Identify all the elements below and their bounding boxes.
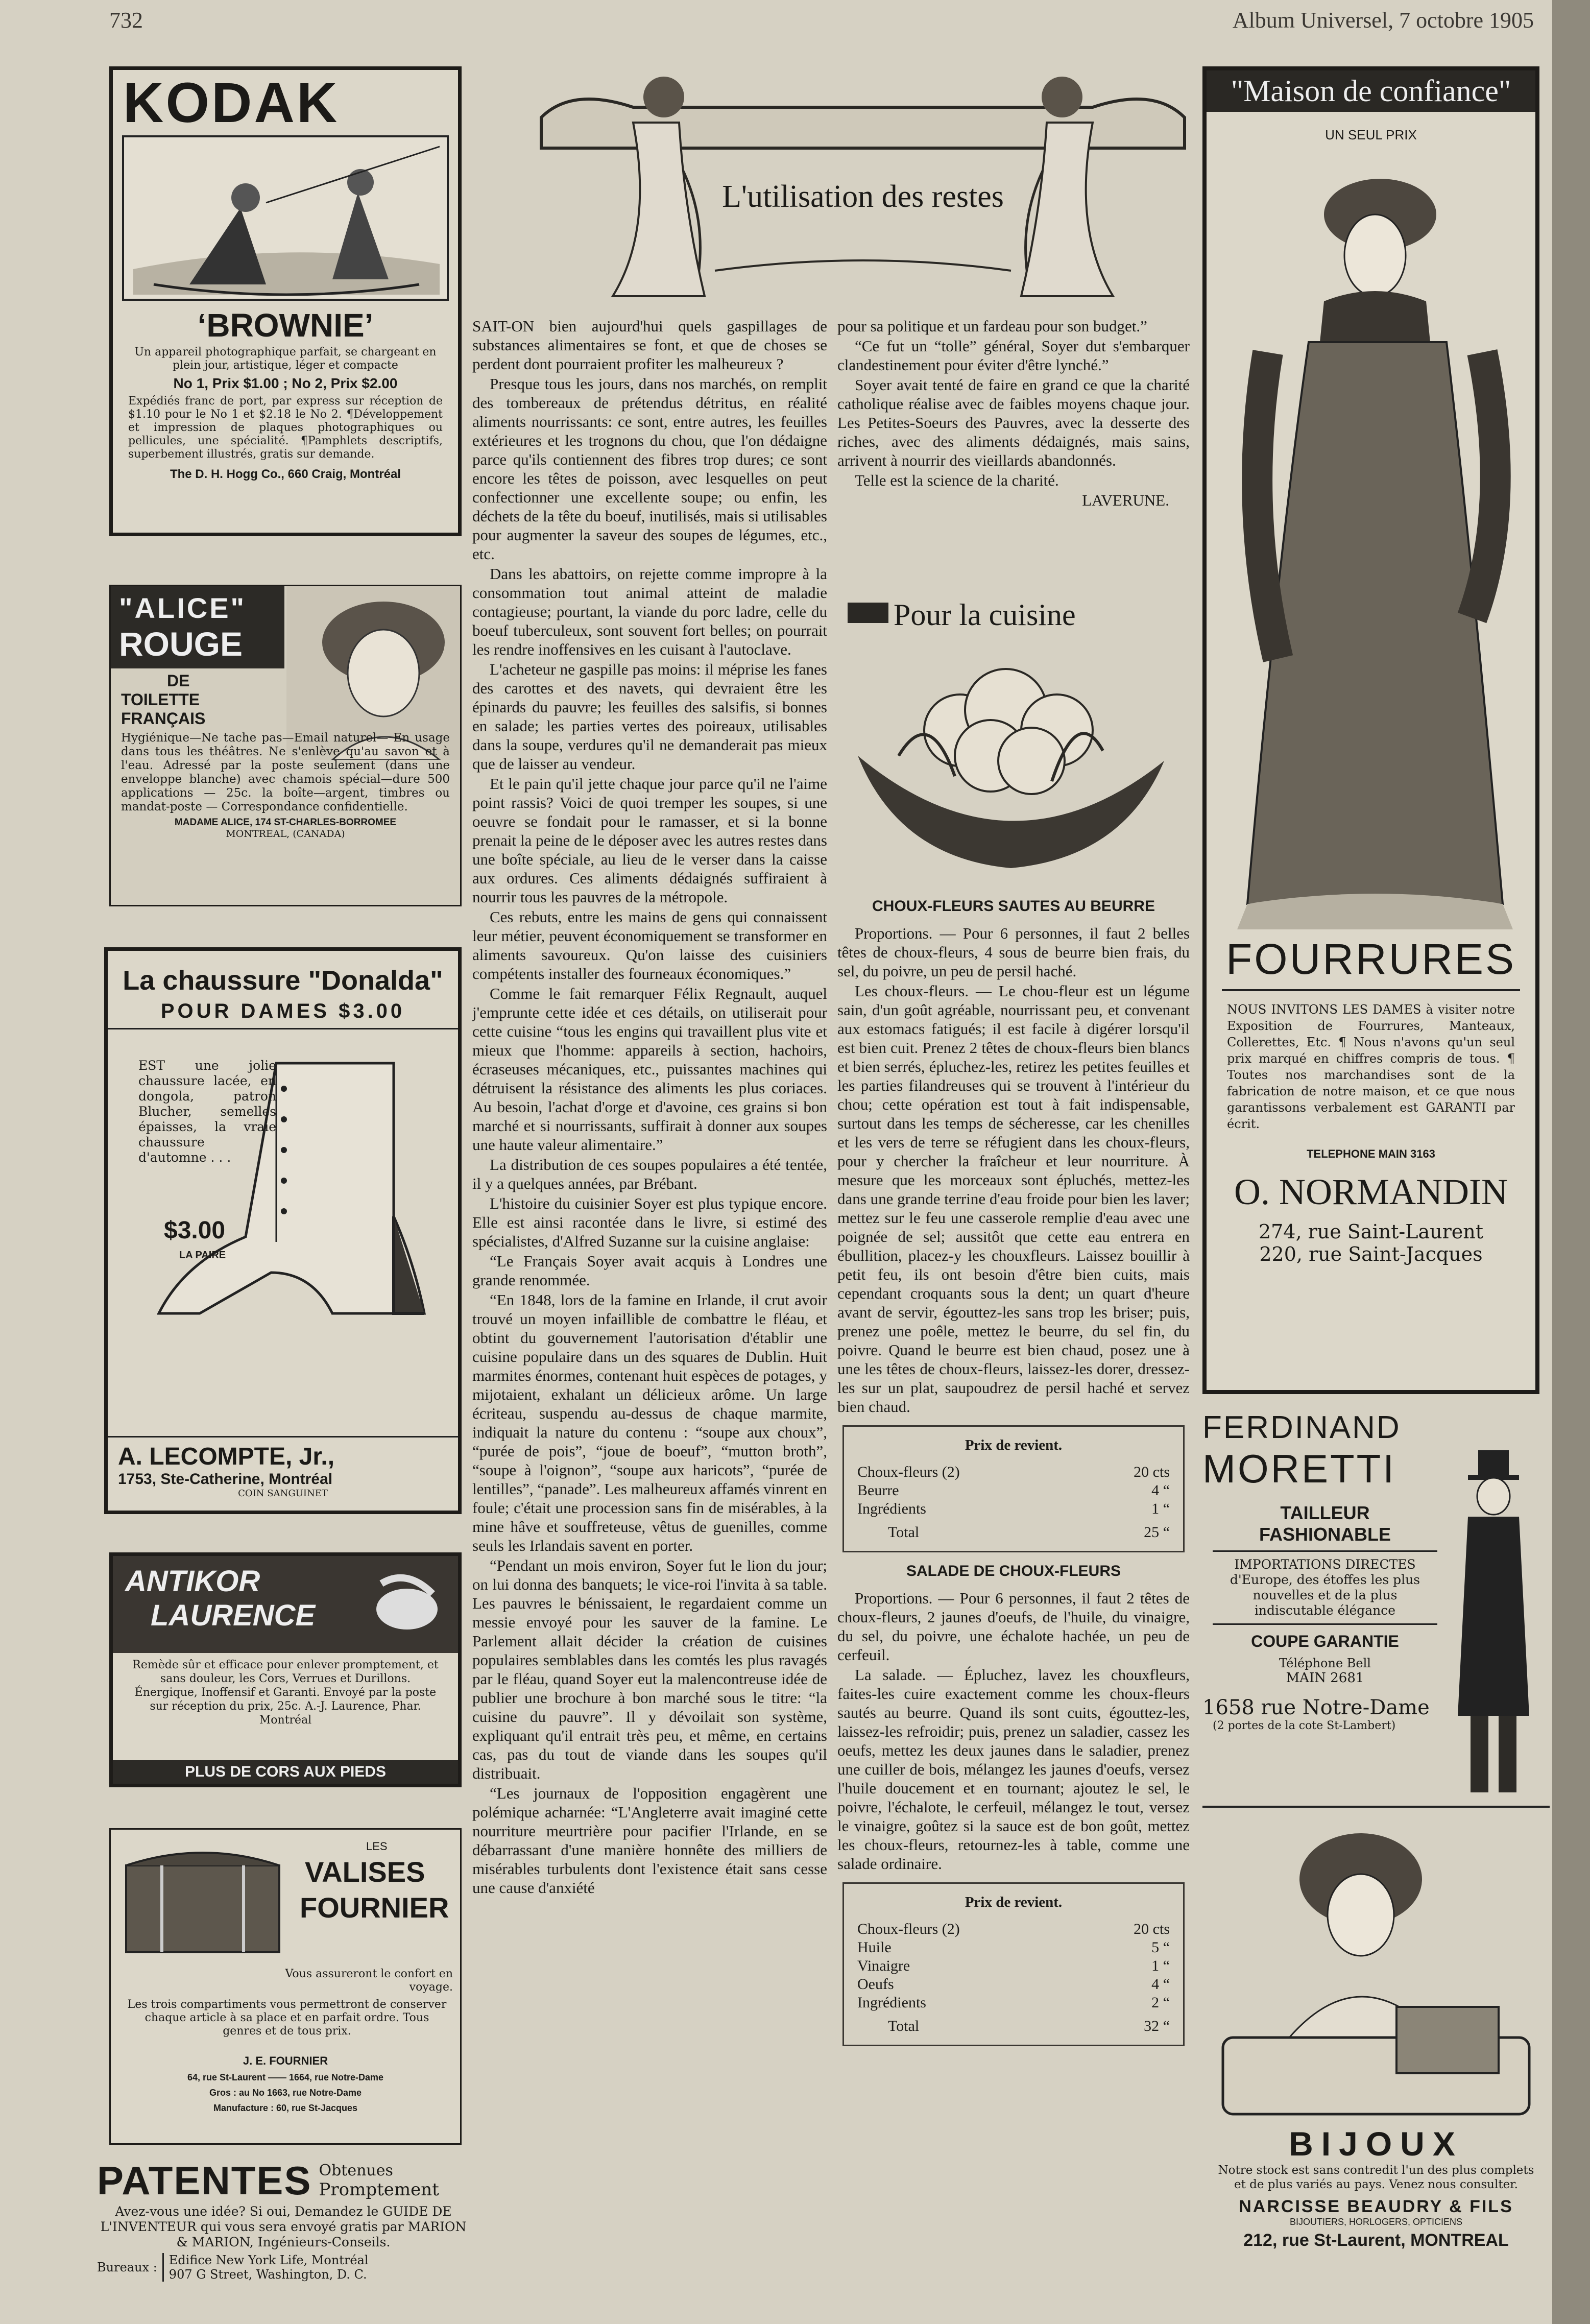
cost-row: Oeufs 4 “ bbox=[857, 1976, 1170, 1993]
article-paragraph: Telle est la science de la charité. bbox=[855, 471, 1059, 489]
donalda-body: EST une jolie chaussure lacée, en dongola, patron Blucher, semelles épaisses, la vraie chaussure d'automne . . . bbox=[138, 1058, 276, 1165]
cuisine-illustration-block bbox=[837, 587, 1190, 883]
normandin-addr2: 220, rue Saint-Jacques bbox=[1259, 1243, 1483, 1265]
valises-addr1: 64, rue St-Laurent —— 1664, rue Notre-Dame bbox=[187, 2072, 384, 2082]
moretti-phone2: MAIN 2681 bbox=[1286, 1670, 1364, 1686]
article-paragraph: Soyer avait tenté de faire en grand ce que la charité catholique réalise avec de faibles moyens chaque jour. Les Petites-Soeurs des Pauvres, avec la desserte des riches, avec des aliments dédaignés, mais sains, arrivent à nourrir des vieillards abandonnés. bbox=[837, 376, 1190, 469]
normandin-name: O. NORMANDIN bbox=[1234, 1171, 1508, 1212]
patentes-bureaux-label: Bureaux : bbox=[97, 2260, 157, 2274]
article-paragraph: “Le Français Soyer avait acquis à Londres une grande renommée. bbox=[472, 1252, 827, 1289]
valises-addr3: Manufacture : 60, rue St-Jacques bbox=[213, 2103, 358, 2113]
patentes-bureau1: Edifice New York Life, Montréal bbox=[168, 2253, 369, 2267]
recipe2-cost-table bbox=[842, 1882, 1185, 2046]
article-paragraph: SAIT-ON bien aujourd'hui quels gaspillages de substances alimentaires se font, et que de choses se perdent dont pourraient profiter les malheureux ? bbox=[472, 317, 827, 373]
normandin-title: FOURRURES bbox=[1222, 935, 1520, 991]
valises-brand1: VALISES bbox=[305, 1856, 425, 1888]
antikor-ad bbox=[109, 1552, 462, 1787]
cost-row: Ingrédients 2 “ bbox=[857, 1994, 1170, 2011]
moretti-phone1: Téléphone Bell bbox=[1279, 1656, 1371, 1670]
bijoux-address: 212, rue St-Laurent, MONTREAL bbox=[1243, 2231, 1509, 2250]
donalda-price: $3.00 bbox=[164, 1217, 226, 1244]
alice-rouge-ad bbox=[109, 585, 462, 906]
fisherman-illustration bbox=[113, 131, 458, 305]
recipe-column bbox=[837, 889, 1190, 2313]
patentes-side2: Promptement bbox=[319, 2179, 439, 2200]
bijoux-sub: BIJOUTIERS, HORLOGERS, OPTICIENS bbox=[1289, 2217, 1463, 2227]
bijoux-merchant: NARCISSE BEAUDRY & FILS bbox=[1239, 2197, 1513, 2216]
alice-title4: TOILETTE bbox=[121, 690, 200, 709]
page-number: 732 bbox=[109, 8, 143, 33]
valises-addr2: Gros : au No 1663, rue Notre-Dame bbox=[209, 2088, 362, 2098]
moretti-note: (2 portes de la cote St-Lambert) bbox=[1213, 1719, 1396, 1732]
article-signature: LAVERUNE. bbox=[1082, 491, 1169, 509]
valises-body1: Vous assureront le confort en voyage. bbox=[285, 1968, 453, 1994]
article-paragraph: “Les journaux de l'opposition engagèrent une polémique acharnée: “L'Angleterre avait imaginé cette nourriture meurtrière pour pacifier l'Irlande, en se débarrassant d'une manière honnête des milliers de misérables turbulents dont l'existence était sans cesse une cause d'anxiété bbox=[472, 1784, 827, 1897]
cost-row: Vinaigre 1 “ bbox=[857, 1957, 1170, 1974]
kodak-prices: No 1, Prix $1.00 ; No 2, Prix $2.00 bbox=[173, 375, 398, 391]
normandin-tagline: UN SEUL PRIX bbox=[1325, 127, 1417, 142]
kodak-body1: Un appareil photographique parfait, se chargeant en plein jour, artistique, léger et compacte bbox=[134, 346, 437, 372]
patentes-side1: Obtenues bbox=[319, 2162, 393, 2179]
valises-merchant: J. E. FOURNIER bbox=[243, 2054, 328, 2067]
article-column-1 bbox=[472, 317, 827, 2313]
alice-title2: ROUGE bbox=[119, 625, 243, 663]
alice-address: MADAME ALICE, 174 ST-CHARLES-BORROMEE bbox=[174, 817, 397, 828]
article-paragraph: Comme le fait remarquer Félix Regnault, auquel j'emprunte cette idée et ces détails, on utiliserait pour cette cuisine “tous les engins qui travaillent plus vite et mieux que l'homme: appareils à section, hachoirs, écraseuses mécaniques, etc., puissantes machines qui détruisent la résistance des aliments les plus coriaces. Au besoin, l'achat d'orge et d'avoine, ces grains si bon marché et si nourrissants, suffirait à donner aux soupes une haute valeur alimentaire.” bbox=[472, 985, 827, 1154]
cost-row: Beurre 4 “ bbox=[857, 1482, 1170, 1499]
alice-title5: FRANÇAIS bbox=[121, 709, 206, 728]
trunk-illustration bbox=[121, 1845, 284, 1957]
kodak-ad bbox=[109, 66, 462, 536]
donalda-merchant: A. LECOMPTE, Jr., bbox=[118, 1443, 335, 1470]
antikor-footer: PLUS DE CORS AUX PIEDS bbox=[113, 1760, 458, 1784]
kodak-brand: KODAK bbox=[123, 71, 340, 134]
recipe1-instructions: Les choux-fleurs. — Le chou-fleur est un légume sain, d'un goût agréable, nourrissant peu, et convenant aux estomacs fatigués; il est facile à digérer lorsqu'il est bien cuit. Prenez 2 têtes de choux-fleurs bien blancs et bien serrés, épluchez-les, retirez les petites feuilles et les parties filandreuses qui se trouvent à l'intérieur du chou; cette opération est tout à fait indispensable, surtout dans les temps de sécheresse, car les chenilles et les vers de terre se réfugient dans les choux-fleurs, pour y chercher la fraîcheur et leur nourriture. À mesure que les morceaux sont épluchés, mettez-les dans une grande terrine d'eau froide pour bien les laver; mettez sur le feu une casserole remplie d'eau avec une poignée de sel; aussitôt que cette eau entrera en ébullition, placez-y les chouxfleurs. Laissez bouillir à petit feu, ils ont besoin d'être bien cuits, mais cependant croquants sous la dent; un quart d'heure avant de servir, égouttez-les sans trop les briser; puis, prenez une poêle, mettez le beurre, du sel fin, du poivre. Quand le beurre est bien chaud, posez une à une les têtes de choux-fleurs, laissez-les dorer, dressez-les sur un plat, saupoudrez de persil haché et servez bien chaud. bbox=[837, 982, 1190, 1416]
patentes-body: Avez-vous une idée? Si oui, Demandez le GUIDE DE L'INVENTEUR qui vous sera envoyé gratis par MARION & MARION, Ingénieurs-Conseils. bbox=[100, 2204, 467, 2249]
alice-body: Hygiénique—Ne tache pas—Email naturel— En usage dans tous les théâtres. Ne s'enlève qu'au savon et à l'eau. Adressé par la poste seulement (dans une enveloppe blanche) avec chamois spécial—dure 500 applications — 25c. la boîte—argent, timbres ou mandat-poste — Correspondance confidentielle. bbox=[121, 731, 450, 813]
moretti-trade1: TAILLEUR bbox=[1280, 1502, 1370, 1523]
recipe1-proportions: Proportions. — Pour 6 personnes, il faut 2 belles têtes de choux-fleurs, 4 sous de beurre bien frais, du sel, du poivre, un peu de persil haché. bbox=[837, 924, 1190, 980]
donalda-corner: COIN SANGUINET bbox=[238, 1488, 328, 1499]
article-paragraph: Dans les abattoirs, on rejette comme impropre à la consommation tout animal atteint de maladie contagieuse; pourtant, la viande du porc ladre, celle du boeuf tuberculeux, sont souvent fort belles; on pourrait les rendre inoffensives en les cuisant à l'autoclave. bbox=[472, 565, 827, 658]
valises-ad bbox=[109, 1828, 462, 2145]
alice-title3: DE bbox=[167, 672, 190, 690]
antikor-brand1: ANTIKOR bbox=[125, 1565, 260, 1598]
page-edge bbox=[1552, 0, 1590, 2324]
moretti-address: 1658 rue Notre-Dame bbox=[1202, 1696, 1430, 1719]
article-paragraph: “En 1848, lors de la famine en Irlande, il crut avoir trouvé un moyen infaillible de combattre le fléau, et obtint du gouvernement l'autorisation d'établir une cuisine populaire dans un des squares de Dublin. Huit marmites énormes, contenant huit espèces de potages, y mijotaient, exhalant un délicieux arôme. Un large écriteau, suspendu au-dessus de chaque marmite, indiquait la nature du contenu : “soupe aux choux”, “purée de pois”, “joue de boeuf”, “mutton broth”, “soupe à l'oignon”, “soupe aux haricots”, “purée de lentilles”, “panade”. Les malheureux affamés vinrent en foule; c'était une procession sans fin de misérables, à la mine hâve et souffreteuse, vêtus de guenilles, comme seuls les Irlandais savent en porter. bbox=[472, 1291, 827, 1554]
valises-body2: Les trois compartiments vous permettront de conserver chaque article à sa place et en parfait ordre. Tous genres et de tous prix. bbox=[127, 1998, 447, 2038]
kodak-address: The D. H. Hogg Co., 660 Craig, Montréal bbox=[170, 467, 401, 481]
article-paragraph: Ces rebuts, entre les mains de gens qui connaissent leur métier, peuvent économiquement se transformer en aliments savoureux. Qu'on laisse des cuisiniers compétents installer des fourneaux économiques.” bbox=[472, 908, 827, 983]
moretti-name1: FERDINAND bbox=[1202, 1410, 1401, 1445]
antikor-body: Remède sûr et efficace pour enlever promptement, et sans douleur, les Cors, Verrues et Durillons. Énergique, Inoffensif et Garanti. Envoyé par la poste sur réception du prix, 25c. A.-J. Laurence, Phar. Montréal bbox=[132, 1659, 439, 1727]
recipe2-title: SALADE DE CHOUX-FLEURS bbox=[906, 1563, 1121, 1579]
moretti-trade2: FASHIONABLE bbox=[1213, 1524, 1437, 1552]
alice-title1: "ALICE" bbox=[119, 592, 247, 624]
antikor-brand2: LAURENCE bbox=[151, 1599, 316, 1632]
cost-table-title: Prix de revient. bbox=[965, 1437, 1063, 1453]
article-paragraph: L'histoire du cuisinier Soyer est plus typique encore. Elle est ainsi racontée dans le livre, si estimé des spécialistes, d'Alfred Suzanne sur la cuisine anglaise: bbox=[472, 1194, 827, 1250]
normandin-addr1: 274, rue Saint-Laurent bbox=[1258, 1220, 1484, 1243]
tailor-gentleman-illustration bbox=[1442, 1450, 1545, 1798]
kodak-product: ‘BROWNIE’ bbox=[197, 307, 374, 344]
cost-row: Huile 5 “ bbox=[857, 1939, 1170, 1956]
cost-total: Total 32 “ bbox=[888, 2018, 1170, 2034]
article-paragraph: pour sa politique et un fardeau pour son budget.” bbox=[837, 317, 1147, 335]
valises-brand2: FOURNIER bbox=[300, 1891, 449, 1924]
moretti-coupe: COUPE GARANTIE bbox=[1251, 1632, 1399, 1650]
moretti-ad bbox=[1202, 1409, 1550, 1808]
bijoux-body: Notre stock est sans contredit l'un des plus complets et de plus variés au pays. Venez nous consulter. bbox=[1218, 2164, 1534, 2191]
recipe2-instructions: La salade. — Épluchez, lavez les chouxfleurs, faites-les cuire exactement comme les choux-fleurs sautés au beurre. Quand ils sont cuits, égouttez-les, laissez-les refroidir; puis, prenez un saladier, cassez les oeufs, mettez les deux jaunes dans le saladier, prenez une cuiller de bois, mélangez les jaunes d'oeufs, versez l'huile doucement et en tournant; ajoutez le sel, le poivre, l'échalote, le cerfeuil, mélangez le tout, versez le vinaigre, goûtez si la sauce est de bon goût, mettez les choux-fleurs, retournez-les à table, comme une salade ordinaire. bbox=[837, 1666, 1190, 1873]
article-paragraph: “Pendant un mois environ, Soyer fut le lion du jour; on lui donna des banquets; le vice-roi l'invita à sa table. Les pauvres le bénissaient, le regardaient comme un messie envoyé pour les sauver de la famine. Le Parlement allait décider la création de cuisines populaires semblables dans les comtés les plus ravagés par le fléau, quand Soyer eut la malencontreuse idée de publier une brochure à bon marché sous le titre: “la cuisine du pauvre”. Il y dévoilait son système, expliquant qu'il entrait très peu, et même, en certains cas, pas du tout de viande dans les soupes qu'il distribuait. bbox=[472, 1556, 827, 1782]
moretti-body: IMPORTATIONS DIRECTES d'Europe, des étoffes les plus nouvelles et de la plus indiscutable élégance bbox=[1213, 1557, 1437, 1625]
cost-total: Total 25 “ bbox=[888, 1524, 1170, 1541]
recipe1-title: CHOUX-FLEURS SAUTES AU BEURRE bbox=[872, 898, 1155, 915]
alice-city: MONTREAL, (CANADA) bbox=[226, 828, 345, 840]
article-paragraph: La distribution de ces soupes populaires a été tentée, il y a quelques années, par Brébant. bbox=[472, 1156, 827, 1192]
kodak-body2: Expédiés franc de port, par express sur réception de $1.10 pour le No 1 et $2.18 le No 2. ¶Développement et impression de plaques photographiques ou pellicules, une spécialité. ¶Pamphlets descriptifs, superbement illustrés, gratis sur demande. bbox=[128, 395, 443, 461]
article-paragraph: Presque tous les jours, dans nos marchés, on remplit des tombereaux de prétendus détritus, en réalité aliments nourrissants: ce sont, entre autres, les feuilles extérieures et les trognons du chou, que l'on dédaigne parce qu'ils contiennent des fibres trop dures; ce sont encore les têtes de poisson, avec lesquelles on peut confectionner une excellente soupe; ou enfin, les déchets de la tête du boeuf, inutilisés, mais si utilisables pour augmenter la saveur des soupes de légumes, etc., etc. bbox=[472, 375, 827, 563]
article-column-2 bbox=[837, 317, 1190, 582]
article-paragraph: Et le pain qu'il jette chaque jour parce qu'il ne l'aime point rassis? Voici de quoi tremper les soupes, si une oeuvre se fondait pour le ramasser, et si la bonne prenait la peine de le déposer avec les autres restes dans une boîte spéciale, au lieu de le verser dans la caisse aux ordures. Ces aliments dédaignés suffiraient à nourrir tous les pauvres de la métropole. bbox=[472, 775, 827, 906]
publication-header: Album Universel, 7 octobre 1905 bbox=[1232, 8, 1534, 33]
normandin-ad bbox=[1202, 66, 1539, 1394]
moretti-name2: MORETTI bbox=[1202, 1446, 1396, 1491]
recipe1-cost-table bbox=[842, 1425, 1185, 1552]
article-paragraph: “Ce fut un “tolle” général, Soyer dut s'embarquer clandestinement pour éviter d'être lynché.” bbox=[837, 337, 1190, 374]
patentes-bureau2: 907 G Street, Washington, D. C. bbox=[168, 2267, 367, 2282]
patentes-ad bbox=[97, 2158, 470, 2311]
woman-with-jewelry-illustration bbox=[1202, 1823, 1550, 2124]
article-title-banner bbox=[531, 77, 1195, 301]
donalda-address: 1753, Ste-Catherine, Montréal bbox=[118, 1471, 333, 1488]
cost-row: Choux-fleurs (2) 20 cts bbox=[857, 1921, 1170, 1937]
donalda-title: La chaussure "Donalda" bbox=[123, 965, 443, 996]
normandin-body: NOUS INVITONS LES DAMES à visiter notre Exposition de Fourrures, Manteaux, Collerettes, Etc. ¶ Nous n'avons qu'un seul prix marqué en chiffres compris de tous. ¶ Toutes nos marchandises sont de la fabrication de notre maison, et ce que nous garantissons verbalement est GARANTI par écrit. bbox=[1227, 1002, 1515, 1131]
donalda-ad bbox=[104, 947, 462, 1514]
cost-row: Ingrédients 1 “ bbox=[857, 1500, 1170, 1517]
recipe2-proportions: Proportions. — Pour 6 personnes, il faut 2 têtes de choux-fleurs, 2 jaunes d'oeufs, de l'huile, du vinaigre, du sel, du poivre, une échalote hachée, un peu de cerfeuil. bbox=[837, 1589, 1190, 1664]
woman-in-fur-coat-illustration bbox=[1207, 148, 1535, 935]
cauliflower-illustration bbox=[837, 643, 1190, 878]
normandin-banner: "Maison de confiance" bbox=[1207, 70, 1535, 112]
cost-table-title: Prix de revient. bbox=[965, 1894, 1063, 1910]
bijoux-ad bbox=[1202, 1823, 1550, 2313]
donalda-subtitle: POUR DAMES $3.00 bbox=[160, 1000, 405, 1022]
cost-row: Choux-fleurs (2) 20 cts bbox=[857, 1464, 1170, 1480]
cuisine-title: Pour la cuisine bbox=[894, 598, 1076, 632]
donalda-price-note: LA PAIRE bbox=[179, 1250, 226, 1261]
patentes-title: PATENTES bbox=[97, 2158, 312, 2203]
bijoux-title: BIJOUX bbox=[1289, 2125, 1463, 2163]
article-paragraph: L'acheteur ne gaspille pas moins: il méprise les fanes des carottes et des navets, qui devraient être les épinards du pauvre; les feuilles des salsifis, si bonnes en salade; les parties vertes des poireaux, utilisables dans la soupe, verdures qu'il ne demanderait pas mieux que de laisser au vendeur. bbox=[472, 660, 827, 773]
article-title: L'utilisation des restes bbox=[722, 179, 1004, 214]
valises-label: LES bbox=[366, 1840, 388, 1853]
foot-icon bbox=[366, 1563, 448, 1645]
normandin-phone: TELEPHONE MAIN 3163 bbox=[1307, 1147, 1435, 1160]
